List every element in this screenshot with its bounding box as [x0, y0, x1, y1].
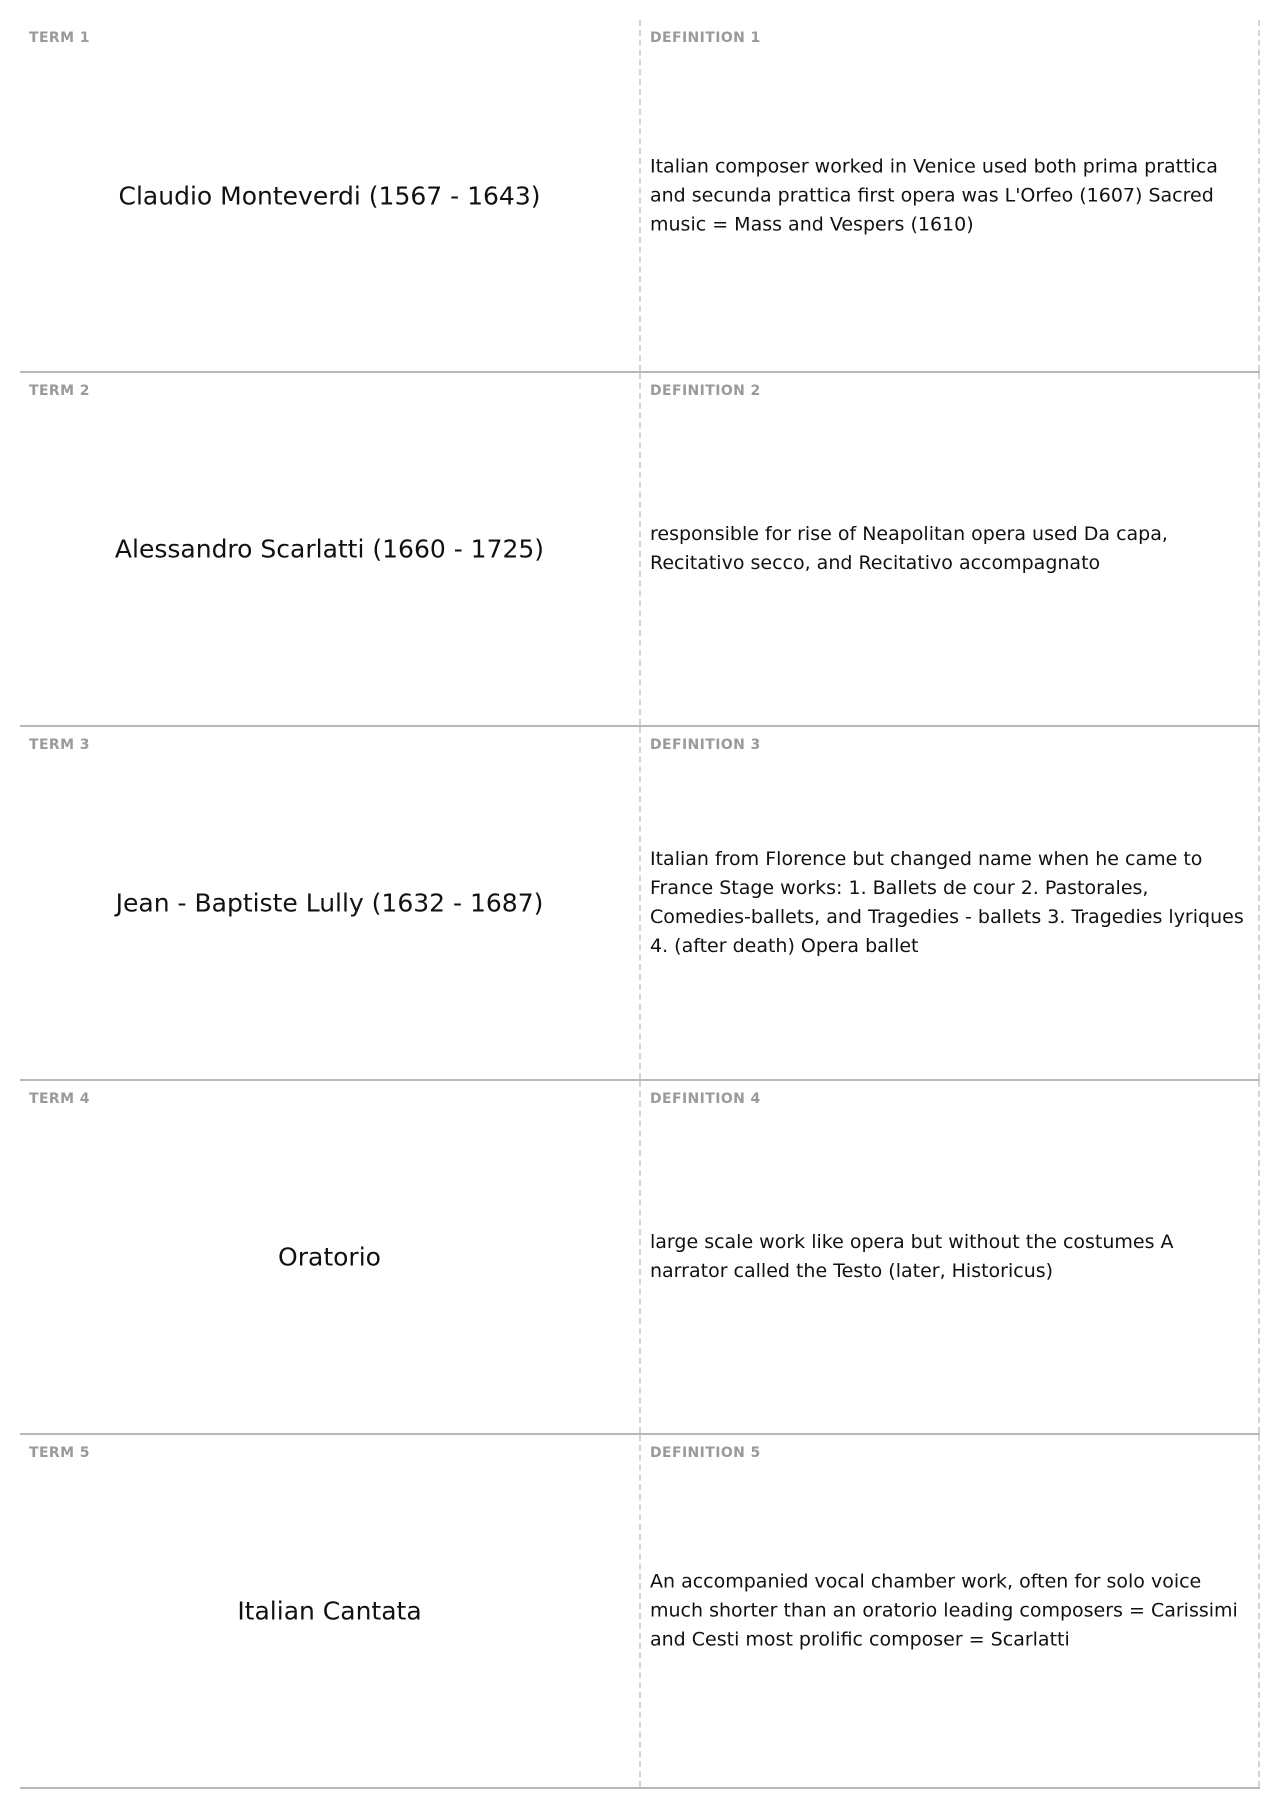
- term-cell: [20, 727, 641, 1079]
- term-label: TERM 4: [29, 1091, 90, 1107]
- definition-label: DEFINITION 5: [650, 1445, 761, 1461]
- term-cell: [20, 1081, 641, 1433]
- definition-cell: [641, 727, 1260, 1079]
- definition-label: DEFINITION 1: [650, 30, 761, 46]
- term-text: Jean - Baptiste Lully (1632 - 1687): [115, 888, 544, 918]
- flashcard-row: [20, 1081, 1260, 1435]
- term-label: TERM 2: [29, 383, 90, 399]
- definition-label: DEFINITION 4: [650, 1091, 761, 1107]
- definition-text: An accompanied vocal chamber work, often for solo voice much shorter than an oratorio leading composers = Carissimi and Cesti most prolific composer = Scarlatti: [650, 1570, 1238, 1651]
- flashcard-row: [20, 727, 1260, 1081]
- term-text: Alessandro Scarlatti (1660 - 1725): [114, 534, 545, 564]
- term-label: TERM 5: [29, 1445, 90, 1461]
- definition-cell: [641, 373, 1260, 725]
- definition-label: DEFINITION 3: [650, 737, 761, 753]
- term-text: Oratorio: [278, 1242, 381, 1272]
- term-label: TERM 1: [29, 30, 90, 46]
- definition-text: large scale work like opera but without the costumes A narrator called the Testo (later, Historicus): [650, 1231, 1174, 1282]
- term-cell: [20, 20, 641, 371]
- definition-label: DEFINITION 2: [650, 383, 761, 399]
- term-text: Italian Cantata: [237, 1596, 422, 1626]
- definition-text: Italian composer worked in Venice used both prima prattica and secunda prattica first opera was L'Orfeo (1607) Sacred music = Mass and Vespers (1610): [650, 155, 1218, 235]
- term-cell: [20, 1435, 641, 1787]
- term-cell: [20, 373, 641, 725]
- definition-cell: [641, 1081, 1260, 1433]
- flashcard-sheet: [20, 20, 1260, 1789]
- flashcard-row: [20, 20, 1260, 373]
- term-label: TERM 3: [29, 737, 90, 753]
- flashcard-row: [20, 373, 1260, 727]
- definition-text: responsible for rise of Neapolitan opera used Da capa, Recitativo secco, and Recitativo accompagnato: [650, 523, 1168, 574]
- flashcard-row: [20, 1435, 1260, 1789]
- term-text: Claudio Monteverdi (1567 - 1643): [118, 181, 541, 210]
- definition-text: Italian from Florence but changed name when he came to France Stage works: 1. Ballets de cour 2. Pastorales, Comedies-ballets, and Tragedies - ballets 3. Tragedies lyriques 4. (after death) Opera ballet: [650, 848, 1244, 957]
- definition-cell: [641, 20, 1260, 371]
- definition-cell: [641, 1435, 1260, 1787]
